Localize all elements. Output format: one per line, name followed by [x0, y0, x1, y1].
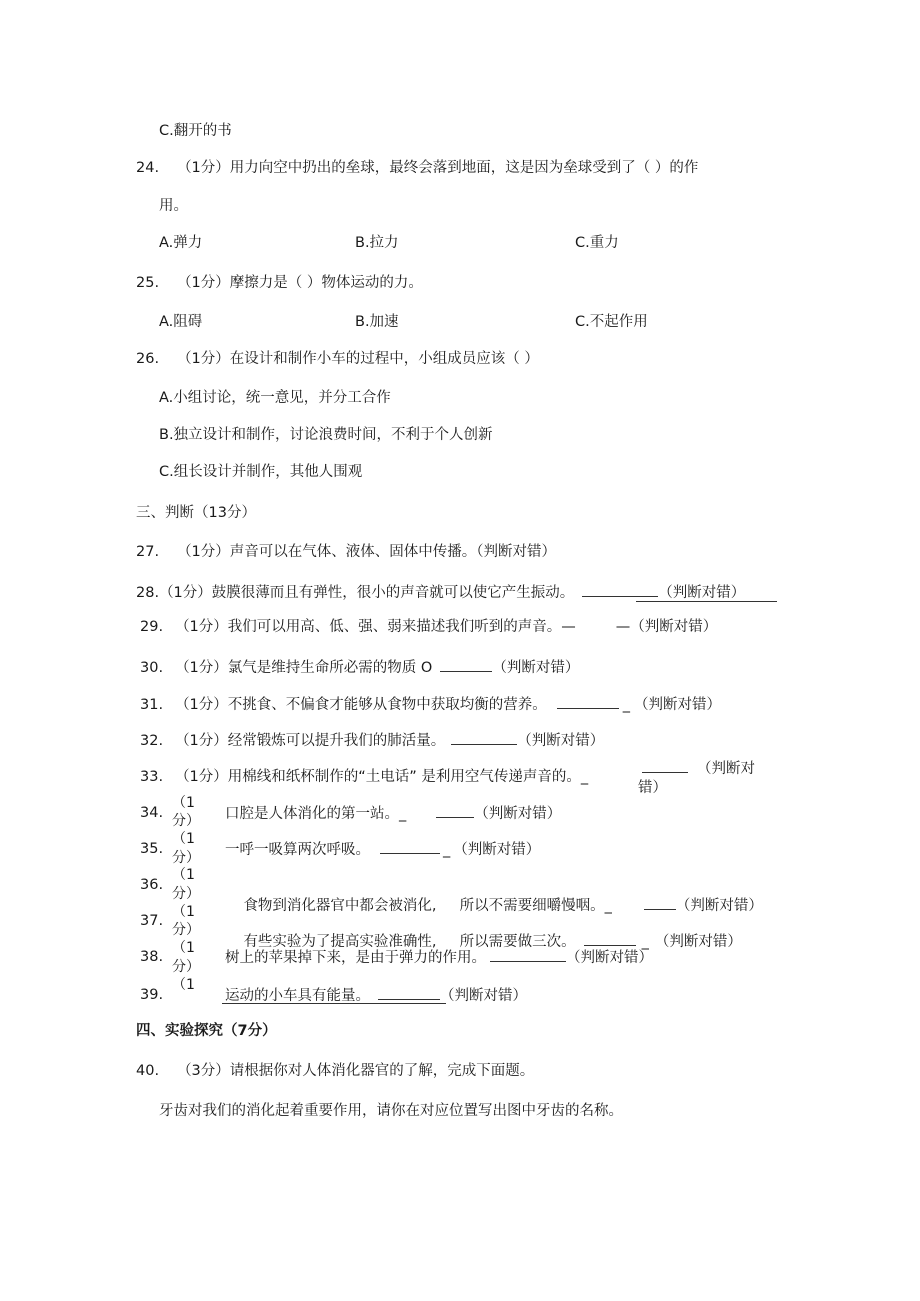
question-number: 25. [136, 275, 160, 291]
q36-score-bottom: 分） [172, 886, 200, 902]
divider-line [222, 1003, 446, 1004]
q24-option-c: C.重力 [575, 235, 619, 251]
q39-score-top: （1 [172, 977, 195, 993]
question-text: 氯气是维持生命所必需的物质 O [227, 660, 433, 676]
q35-line [225, 839, 540, 860]
question-text: 一呼一吸算两次呼吸。 [225, 842, 370, 858]
question-text: 运动的小车具有能量。 [225, 988, 370, 1004]
question-number: 33. [140, 769, 164, 785]
q35-score-top: （1 [172, 831, 195, 847]
q34-number: 34. [140, 805, 164, 821]
question-number: 28. [136, 585, 160, 601]
question-score: （1分） [177, 351, 230, 367]
q26-option-a: A.小组讨论，统一意见，并分工合作 [159, 390, 391, 406]
q30-line [140, 657, 579, 678]
q25-line [136, 273, 423, 293]
question-score: （1分） [175, 733, 228, 749]
q34-score-top: （1 [172, 795, 195, 811]
judgment-hint-cont: 错） [638, 780, 667, 796]
answer-blank[interactable] [576, 617, 616, 631]
blank-mark: _ [641, 934, 649, 950]
q32-line [140, 730, 604, 751]
q35-number: 35. [140, 841, 164, 857]
q37-score-bottom: 分） [172, 922, 200, 938]
judgment-hint: —（判断对错） [615, 619, 718, 635]
answer-blank[interactable] [380, 839, 440, 854]
question-score: （1分） [175, 660, 228, 676]
q33-line [140, 767, 588, 787]
q31-line [140, 694, 721, 715]
section-4-title: 四、实验探究（7分） [136, 1023, 277, 1039]
answer-blank[interactable] [378, 985, 440, 1000]
question-text: 鼓膜很薄而且有弹性，很小的声音就可以使它产生振动。 [211, 585, 575, 601]
q24-line2: 用。 [159, 198, 188, 214]
q37-score-top: （1 [172, 904, 195, 920]
question-text: 用力向空中扔出的垒球，最终会落到地面，这是因为垒球受到了（ ）的作 [229, 160, 699, 176]
question-text: 请根据你对人体消化器官的了解，完成下面题。 [229, 1063, 535, 1079]
judgment-hint: （判断对错） [658, 585, 746, 601]
q38-score-top: （1 [172, 940, 195, 956]
question-number: 40. [136, 1063, 160, 1079]
question-text: 用棉线和纸杯制作的“土电话” 是利用空气传递声音的。_ [227, 769, 589, 785]
section-3-title: 三、判断（13分） [136, 505, 256, 521]
q40-line [136, 1061, 534, 1081]
q34-line [225, 803, 561, 824]
question-text: 声音可以在气体、液体、固体中传播。（判断对错） [229, 544, 557, 560]
judgment-hint: （判断对错） [453, 842, 541, 858]
q35-score-bottom: 分） [172, 850, 200, 866]
q23-option-c: C.翻开的书 [159, 123, 232, 139]
q40-subtext: 牙齿对我们的消化起着重要作用，请你在对应位置写出图中牙齿的名称。 [159, 1103, 623, 1119]
q27-line [136, 542, 556, 562]
judgment-hint: （判断对错） [474, 806, 562, 822]
q25-option-b: B.加速 [355, 314, 399, 330]
question-text: 口腔是人体消化的第一站。_ [225, 806, 407, 822]
q26-line [136, 349, 539, 369]
answer-blank[interactable] [490, 947, 566, 962]
q36-score-top: （1 [172, 867, 195, 883]
blank-mark: _ [622, 697, 631, 713]
q24-line1 [136, 158, 698, 178]
question-score: （1分） [177, 160, 230, 176]
question-number: 29. [140, 619, 164, 635]
question-text: 不挑食、不偏食才能够从食物中获取均衡的营养。 [227, 697, 547, 713]
question-text: 有些实验为了提高实验准确性, 所以需要做三次。 [243, 934, 576, 950]
q29-line [140, 617, 717, 637]
q25-option-a: A.阻碍 [159, 314, 203, 330]
question-number: 31. [140, 697, 164, 713]
question-text: 我们可以用高、低、强、弱来描述我们听到的声音。— [227, 619, 576, 635]
q39-number: 39. [140, 987, 164, 1003]
question-text: 摩擦力是（ ）物体运动的力。 [229, 275, 423, 291]
question-score: （1分） [159, 585, 212, 601]
question-score: （3分） [177, 1063, 230, 1079]
judgment-hint: （判断对错） [654, 934, 742, 950]
q34-score-bottom: 分） [172, 813, 200, 829]
divider-line [636, 601, 777, 602]
question-score: （1分） [175, 769, 228, 785]
question-score: （1分） [175, 697, 228, 713]
judgment-hint: （判断对错） [440, 988, 527, 1004]
blank-mark: _ [443, 842, 451, 858]
answer-blank[interactable] [644, 895, 676, 910]
question-number: 32. [140, 733, 164, 749]
answer-blank[interactable] [451, 730, 517, 745]
q38-score-bottom: 分） [172, 959, 200, 975]
question-number: 30. [140, 660, 164, 676]
question-number: 26. [136, 351, 160, 367]
question-score: （1分） [177, 544, 230, 560]
q26-option-c: C.组长设计并制作，其他人围观 [159, 464, 363, 480]
judgment-hint: （判断对错） [675, 898, 763, 914]
question-score: （1分） [175, 619, 228, 635]
answer-blank[interactable] [436, 803, 474, 818]
judgment-hint: （判断对错） [517, 733, 605, 749]
judgment-hint: （判断对错） [492, 660, 580, 676]
answer-blank[interactable] [584, 931, 636, 946]
judgment-hint: （判断对 [697, 761, 755, 777]
answer-blank[interactable] [582, 582, 658, 597]
question-text: 树上的苹果掉下来，是由于弹力的作用。 [225, 950, 486, 966]
q26-option-b: B.独立设计和制作，讨论浪费时间，不利于个人创新 [159, 427, 493, 443]
q28-line [136, 582, 745, 603]
question-number: 27. [136, 544, 160, 560]
q25-option-c: C.不起作用 [575, 314, 648, 330]
question-text: 食物到消化器官中都会被消化, 所以不需要细嚼慢咽。_ [243, 898, 612, 914]
q24-option-b: B.拉力 [355, 235, 399, 251]
answer-blank[interactable] [440, 657, 492, 672]
judgment-hint: （判断对错） [634, 697, 722, 713]
q36-number: 36. [140, 877, 164, 893]
question-text: 在设计和制作小车的过程中，小组成员应该（ ） [229, 351, 539, 367]
question-text: 经常锻炼可以提升我们的肺活量。 [227, 733, 446, 749]
question-score: （1分） [177, 275, 230, 291]
answer-blank[interactable] [642, 758, 688, 773]
judgment-hint: （判断对错） [566, 950, 653, 966]
q38-line [225, 947, 653, 968]
q37-number: 37. [140, 913, 164, 929]
q24-option-a: A.弹力 [159, 235, 203, 251]
answer-blank[interactable] [557, 694, 619, 709]
q38-number: 38. [140, 949, 164, 965]
question-number: 24. [136, 160, 160, 176]
